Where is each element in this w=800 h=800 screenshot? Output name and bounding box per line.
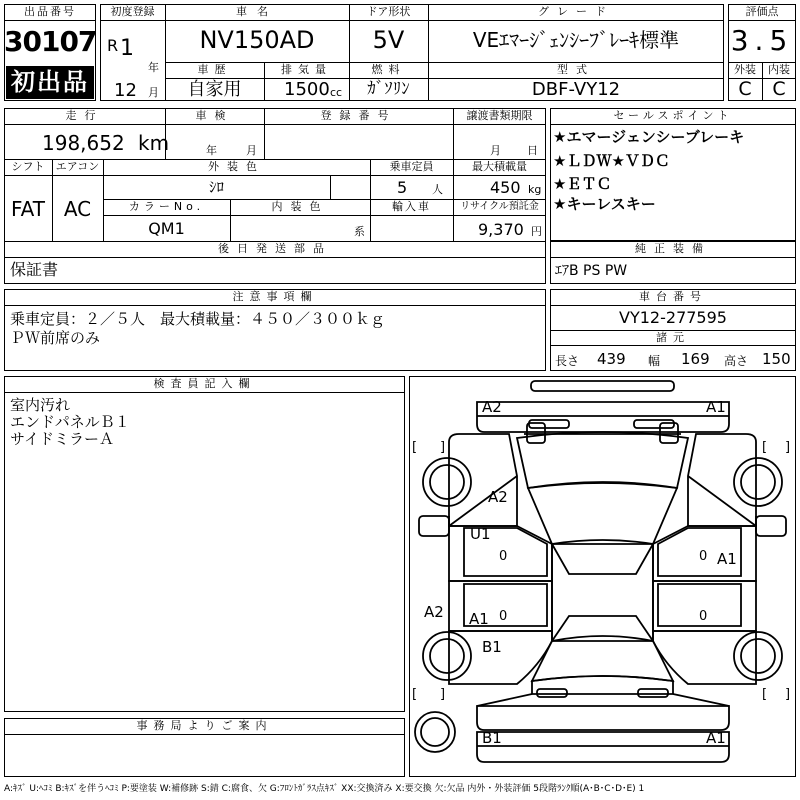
- mark-front-left: A2: [482, 398, 502, 416]
- height-label: 高さ: [724, 354, 749, 368]
- model: DBF-VY12: [531, 79, 621, 100]
- bracket-open: [: [412, 687, 418, 702]
- reg-month: 12: [114, 80, 137, 101]
- fuel-label: 燃料: [371, 63, 406, 76]
- max-load-unit: kg: [528, 183, 542, 196]
- car-name-label: 車名: [236, 5, 278, 18]
- chassis-label: 車台番号: [639, 290, 707, 303]
- ac: AC: [63, 197, 92, 221]
- length-value: 439: [597, 350, 626, 368]
- month-unit: 月: [148, 86, 159, 99]
- capacity: 5: [397, 178, 408, 197]
- mark-left-quarter: B1: [482, 638, 502, 656]
- lot-number-label: 出品番号: [24, 5, 76, 18]
- color-no-label: カラーNo.: [128, 200, 205, 213]
- history-label: 車歴: [197, 63, 232, 76]
- sales-points-label: セールスポイント: [613, 109, 733, 122]
- mark-left-lower: A2: [424, 603, 444, 621]
- recycle-unit: 円: [531, 225, 542, 238]
- mark-left-door-dent: 0: [499, 549, 508, 564]
- interior-label: 内装: [768, 63, 790, 76]
- transfer-day-unit: 日: [527, 144, 538, 157]
- lot-number: 30107: [4, 25, 97, 58]
- exterior-label: 外装: [734, 63, 756, 76]
- inspector-label: 検査員記入欄: [153, 377, 256, 390]
- sales-point-item: ★エマージェンシーブレーキ: [553, 128, 745, 146]
- displacement: 1500: [284, 79, 330, 100]
- mark-right-door: A1: [717, 550, 737, 568]
- mark-left-rear-dent: 0: [499, 609, 508, 624]
- displacement-unit: cc: [330, 86, 343, 99]
- transfer-month-unit: 月: [490, 144, 501, 157]
- bracket-close: ]: [785, 687, 791, 702]
- mark-left-front-door: U1: [470, 525, 491, 543]
- mark-left-rear-door: A1: [469, 610, 489, 628]
- exterior-grade: C: [738, 78, 752, 100]
- notes-line: 乗車定員：２／５人 最大積載量：４５０／３００ｋｇ: [10, 310, 386, 328]
- office-label: 事務局よりご案内: [136, 719, 273, 732]
- color-no: QM1: [148, 219, 185, 238]
- notes-line: ＰＷ前席のみ: [10, 329, 101, 347]
- car-name: NV150AD: [199, 26, 315, 54]
- mileage-unit: km: [138, 131, 170, 155]
- history: 自家用: [187, 79, 242, 100]
- sales-point-item: ★キーレスキー: [553, 195, 656, 213]
- equipment-value: ｴｱB PS PW: [555, 263, 628, 279]
- int-color-unit: 系: [354, 225, 365, 238]
- bracket-close: ]: [440, 440, 446, 455]
- mark-right-rear-dent: 0: [699, 609, 708, 624]
- recycle-label: リサイクル預託金: [460, 201, 539, 212]
- door-label: ドア形状: [366, 5, 411, 18]
- ext-color: ｼﾛ: [208, 178, 224, 196]
- bracket-open: [: [762, 687, 768, 702]
- first-reg-label: 初度登録: [110, 5, 155, 18]
- height-value: 150: [762, 350, 791, 368]
- era: R: [107, 36, 119, 55]
- equipment-label: 純正装備: [635, 242, 711, 255]
- shift-label: シフト: [11, 160, 45, 173]
- recycle: 9,370: [478, 220, 524, 239]
- mark-front-right: A1: [706, 398, 726, 416]
- import-label: 輸入車: [392, 200, 431, 213]
- sales-point-item: ★ＥＴＣ: [553, 175, 612, 193]
- chassis-number: VY12-277595: [619, 308, 727, 327]
- max-load-label: 最大積載量: [472, 160, 527, 173]
- bracket-open: [: [762, 440, 768, 455]
- mark-right-door-dent: 0: [699, 549, 708, 564]
- fuel: ｶﾞｿﾘﾝ: [367, 79, 410, 99]
- inspection-year-unit: 年: [206, 144, 217, 157]
- int-color-label: 内装色: [271, 200, 329, 213]
- year-unit: 年: [148, 61, 159, 74]
- first-listing-badge: 初出品: [6, 66, 94, 99]
- inspector-line: サイドミラーＡ: [10, 430, 114, 448]
- width-label: 幅: [648, 354, 661, 368]
- mark-rear-left: B1: [482, 729, 502, 747]
- max-load: 450: [490, 178, 521, 197]
- damage-legend: A:ｷｽﾞ U:ﾍｺﾐ B:ｷｽﾞを伴うﾍｺﾐ P:要塗装 W:補修跡 S:錆 C:腐食、欠 G:ﾌﾛﾝﾄｶﾞﾗｽ点ｷｽﾞ XX:交換済み X:要交換 欠:欠品 内外・外装評価 5段階ﾗﾝｸ順(A･B･C･D･E) 1: [4, 784, 645, 794]
- inspection-month-unit: 月: [246, 144, 257, 157]
- inspector-line: エンドパネルＢ１: [10, 413, 130, 431]
- model-label: 型式: [557, 63, 595, 76]
- length-label: 長さ: [555, 354, 580, 368]
- bracket-open: [: [412, 440, 418, 455]
- era-year: 1: [120, 36, 134, 61]
- inspector-line: 室内汚れ: [10, 396, 71, 414]
- car-outline-diagram: [409, 376, 796, 777]
- grade-label: グレード: [538, 5, 614, 18]
- capacity-unit: 人: [432, 183, 443, 196]
- mileage: 198,652: [42, 131, 125, 155]
- mileage-label: 走行: [65, 109, 104, 122]
- score-label: 評価点: [745, 5, 779, 18]
- score: 3.5: [730, 24, 794, 57]
- later-parts: 保証書: [10, 260, 59, 279]
- bracket-close: ]: [440, 687, 446, 702]
- displacement-label: 排気量: [281, 63, 332, 76]
- dims-label: 諸元: [656, 331, 690, 344]
- later-parts-label: 後日発送部品: [218, 242, 332, 255]
- shift: FAT: [10, 197, 45, 221]
- inspection-label: 車検: [195, 109, 234, 122]
- capacity-label: 乗車定員: [389, 160, 434, 173]
- notes-label: 注意事項欄: [232, 290, 318, 303]
- sales-point-item: ★ＬＤＷ★ＶＤＣ: [553, 152, 670, 170]
- width-value: 169: [681, 350, 710, 368]
- mark-hood: A2: [488, 488, 508, 506]
- ext-color-label: 外装色: [208, 160, 265, 173]
- mark-rear-right: A1: [706, 729, 726, 747]
- interior-grade: C: [772, 78, 786, 100]
- ac-label: エアコン: [55, 160, 100, 173]
- bracket-close: ]: [785, 440, 791, 455]
- doors: 5V: [372, 26, 405, 54]
- reg-number-label: 登録番号: [320, 109, 397, 122]
- grade: VEｴﾏｰｼﾞｪﾝｼｰﾌﾞﾚｰｷ標準: [472, 28, 680, 52]
- transfer-label: 譲渡書類期限: [466, 109, 533, 122]
